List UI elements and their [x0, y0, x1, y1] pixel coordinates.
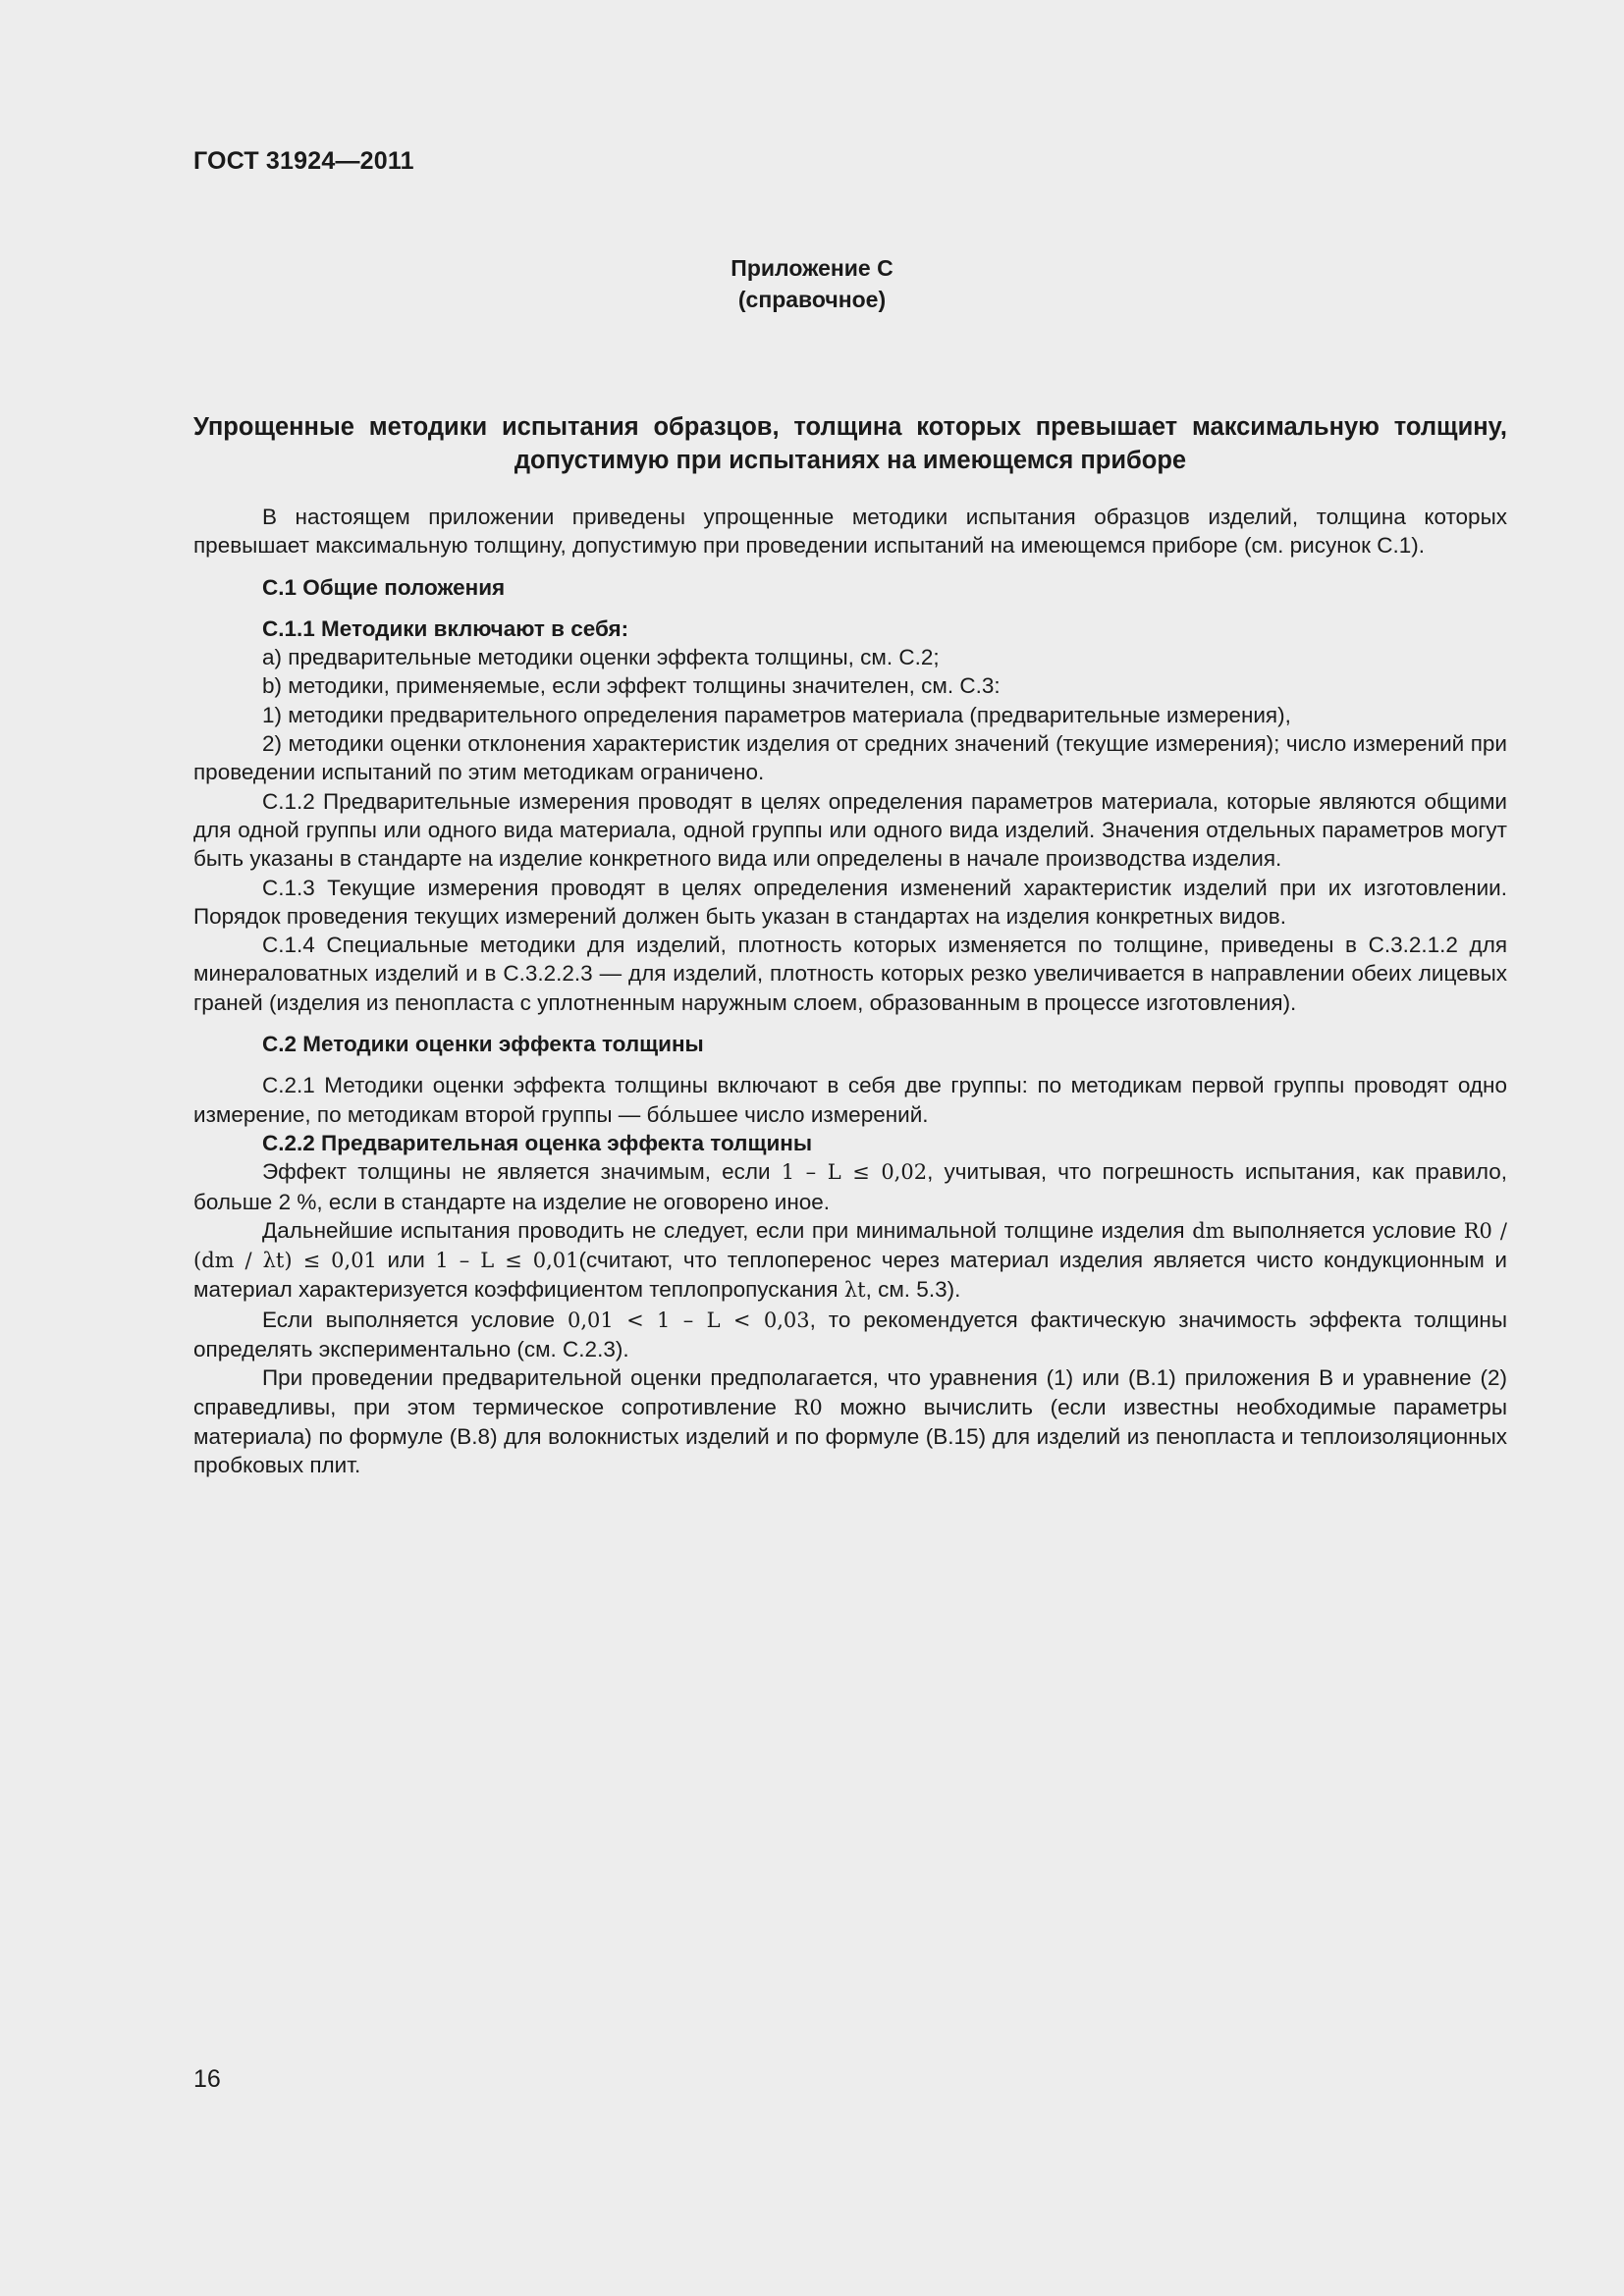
page-number: 16: [193, 2065, 221, 2093]
c22-p3-text-a: Если выполняется условие: [262, 1307, 556, 1332]
symbol-lambda-t: λt: [843, 1278, 866, 1303]
c22-p2-text-a: Дальнейшие испытания проводить не следует, если при минимальной толщине изделия: [262, 1217, 1185, 1243]
clause-c11-item-a: a) предварительные методики оценки эффекта толщины, см. С.2;: [262, 645, 940, 670]
appendix-label-block: [0, 252, 1624, 315]
appendix-title: Упрощенные методики испытания образцов, толщина которых превышает максимальную толщину, допустимую при испытаниях на имеющемся приборе: [193, 413, 1507, 474]
clause-c11-item-b: b) методики, применяемые, если эффект толщины значителен, см. С.3:: [262, 673, 1001, 699]
formula-range: 0,01 < 1 – L < 0,03: [568, 1308, 810, 1332]
c22-p4-text-a: При проведении предварительной оценки предполагается, что уравнения (1) или (В.1) приложения В и уравнение (2) справедливы, при этом термическое сопротивление: [193, 1365, 1507, 1419]
appendix-label: Приложение С: [731, 255, 893, 281]
standard-header: ГОСТ 31924—2011: [193, 147, 414, 175]
c22-p1-text-a: Эффект толщины не является значимым, если: [262, 1159, 771, 1185]
formula-r0-ratio: R0 / (dm / λt) ≤ 0,01: [193, 1218, 1507, 1273]
clause-c22-paragraph-4: [193, 1363, 1507, 1479]
clause-c14: С.1.4 Специальные методики для изделий, плотность которых изменяется по толщине, приведены в С.3.2.1.2 для минераловатных изделий и в С.3.2.2.3 — для изделий, плотность которых резко увеличивается в направлении обеих лицевых граней (изделия из пенопласта с уплотненным наружным слоем, образованным в процессе изготовления).: [193, 933, 1507, 1015]
clause-c12: С.1.2 Предварительные измерения проводят в целях определения параметров материала, которые являются общими для одной группы или одного вида материала, одной группы или одного вида изделий. Значения отдельных параметров могут быть указаны в стандарте на изделие конкретного вида или определены в начале производства изделия.: [193, 788, 1507, 872]
c22-p2-text-c: (считают, что теплоперенос через материал изделия является чисто кондукционным и материал характеризуется коэффициентом теплопропускания: [193, 1248, 1507, 1303]
c22-p2-text-b: выполняется условие: [1232, 1217, 1457, 1243]
clause-c22-paragraph-1: [193, 1157, 1507, 1216]
formula-1-minus-l-le-001: 1 – L ≤ 0,01: [435, 1249, 579, 1273]
clause-c13: С.1.3 Текущие измерения проводят в целях определения изменений характеристик изделий при их изготовлении. Порядок проведения текущих измерений должен быть указан в стандартах на изделия конкретных видов.: [193, 875, 1507, 929]
c22-p2-or: или: [387, 1248, 425, 1273]
clause-c22-paragraph-3: [193, 1306, 1507, 1364]
clause-c11-item-b2: 2) методики оценки отклонения характеристик изделия от средних значений (текущие измерения); число измерений при проведении испытаний по этим методикам ограничено.: [193, 731, 1507, 785]
symbol-dm: dm: [1192, 1218, 1225, 1243]
symbol-r0: R0: [793, 1395, 823, 1419]
section-c1-heading: С.1 Общие положения: [262, 574, 506, 600]
clause-c22-paragraph-2: [193, 1216, 1507, 1306]
appendix-status: (справочное): [737, 287, 887, 312]
section-c2-heading: С.2 Методики оценки эффекта толщины: [262, 1032, 704, 1057]
clause-c21: С.2.1 Методики оценки эффекта толщины включают в себя две группы: по методикам первой группы проводят одно измерение, по методикам второй группы — бóльшее число измерений.: [193, 1073, 1507, 1127]
clause-c11-item-b1: 1) методики предварительного определения параметров материала (предварительные измерения),: [262, 702, 1291, 727]
c22-p1-text-b: , учитывая, что погрешность испытания, как правило, больше 2 %, если в стандарте на изделие не оговорено иное.: [193, 1159, 1507, 1214]
clause-c22-heading: С.2.2 Предварительная оценка эффекта толщины: [262, 1130, 813, 1155]
clause-c11-heading: С.1.1 Методики включают в себя:: [262, 615, 629, 641]
c22-p2-text-d: , см. 5.3).: [865, 1277, 961, 1303]
intro-paragraph: В настоящем приложении приведены упрощенные методики испытания образцов изделий, толщина которых превышает максимальную толщину, допустимую при проведении испытаний на имеющемся приборе (см. рисунок С.1).: [193, 505, 1507, 559]
c22-p3-text-b: , то рекомендуется фактическую значимость эффекта толщины определять экспериментально (см. С.2.3).: [193, 1307, 1507, 1362]
document-body: [193, 503, 1507, 1480]
formula-1-minus-l-le-002: 1 – L ≤ 0,02: [781, 1160, 928, 1185]
c22-p4-text-b: можно вычислить (если известны необходимые параметры материала) по формуле (В.8) для волокнистых изделий и по формуле (В.15) для изделий из пенопласта и теплоизоляционных пробковых плит.: [193, 1394, 1507, 1478]
